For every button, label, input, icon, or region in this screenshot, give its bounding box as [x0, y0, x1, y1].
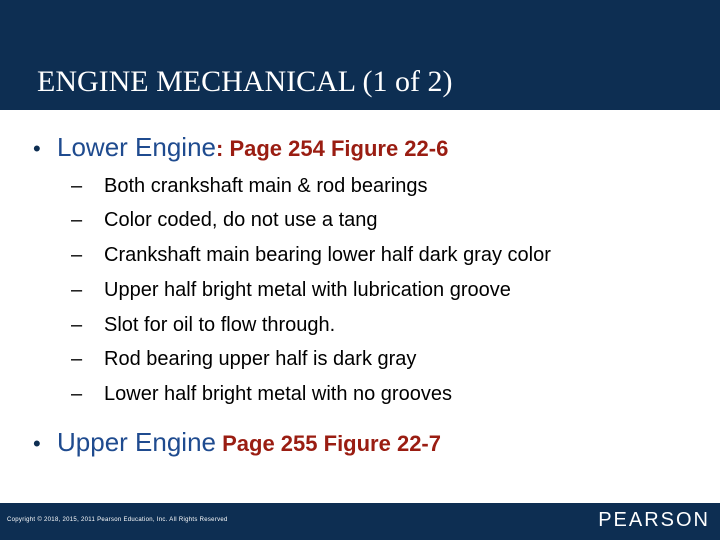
sub-bullet-text: Color coded, do not use a tang: [104, 209, 378, 231]
copyright-text: Copyright © 2018, 2015, 2011 Pearson Education, Inc. All Rights Reserved: [7, 517, 228, 523]
dash-icon: –: [71, 348, 83, 370]
dash-icon: –: [71, 314, 83, 336]
bullet-lead: Lower Engine: [57, 132, 216, 162]
sub-bullet-text: Both crankshaft main & rod bearings: [104, 175, 428, 197]
sub-bullet: [71, 242, 551, 268]
sub-bullet: [71, 381, 452, 407]
title-bar: [0, 0, 720, 110]
dash-icon: –: [71, 279, 83, 301]
footer-bar: [0, 503, 720, 540]
sub-bullet-text: Slot for oil to flow through.: [104, 314, 336, 336]
dash-icon: –: [71, 383, 83, 405]
sub-bullet: [71, 312, 335, 338]
bullet-lower-engine: [33, 131, 448, 168]
dash-icon: –: [71, 209, 83, 231]
bullet-icon: •: [33, 431, 41, 456]
sub-bullet: [71, 173, 428, 199]
bullet-upper-engine: [33, 426, 441, 463]
sub-bullet: [71, 346, 416, 372]
bullet-lead: Upper Engine: [57, 427, 216, 457]
figure-reference: : Page 254 Figure 22-6: [216, 136, 449, 161]
sub-bullet: [71, 277, 511, 303]
pearson-logo: PEARSON: [598, 509, 710, 531]
dash-icon: –: [71, 175, 83, 197]
title-divider: [0, 108, 720, 110]
dash-icon: –: [71, 244, 83, 266]
sub-bullet-text: Upper half bright metal with lubrication groove: [104, 279, 511, 301]
sub-bullet: [71, 207, 378, 233]
sub-bullet-text: Crankshaft main bearing lower half dark gray color: [104, 244, 551, 266]
sub-bullet-text: Lower half bright metal with no grooves: [104, 383, 452, 405]
slide-title: ENGINE MECHANICAL (1 of 2): [37, 65, 453, 98]
bullet-icon: •: [33, 136, 41, 161]
sub-bullet-text: Rod bearing upper half is dark gray: [104, 348, 417, 370]
figure-reference: Page 255 Figure 22-7: [216, 431, 441, 456]
